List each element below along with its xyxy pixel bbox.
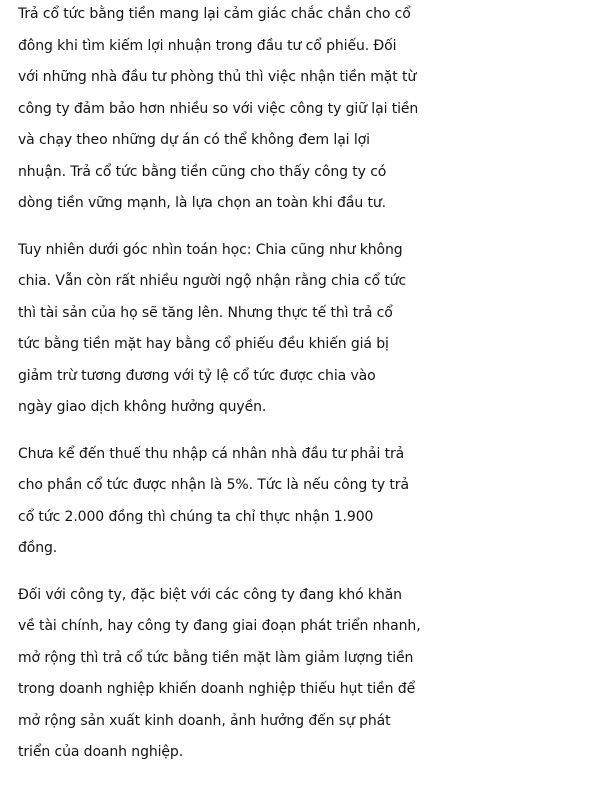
text-line: Trả cổ tức bằng tiền mang lại cảm giác chắc chắn cho cổ (18, 6, 411, 22)
text-line: nhuận. Trả cổ tức bằng tiền cũng cho thấy công ty có (18, 163, 387, 180)
text-line: công ty đảm bảo hơn nhiều so với việc công ty giữ lại tiền (18, 100, 419, 117)
text-line: về tài chính, hay công ty đang giai đoạn phát triển nhanh, (18, 618, 421, 634)
text-line: với những nhà đầu tư phòng thủ thì việc nhận tiền mặt từ (18, 69, 417, 85)
text-line: Chưa kể đến thuế thu nhập cá nhân nhà đầu tư phải trả (18, 445, 405, 462)
text-line: và chạy theo những dự án có thể không đem lại lợi (18, 132, 370, 148)
paragraph-cash-dividend-benefits (18, 0, 593, 220)
text-line: Đối với công ty, đặc biệt với các công ty đang khó khăn (18, 586, 402, 603)
text-line: mở rộng thì trả cổ tức bằng tiền mặt làm giảm lượng tiền (18, 649, 414, 666)
text-line: tức bằng tiền mặt hay bằng cổ phiếu đều khiến giá bị (18, 336, 389, 352)
paragraph-math-perspective (18, 235, 593, 424)
text-line: đông khi tìm kiếm lợi nhuận trong đầu tư cổ phiếu. Đối (18, 37, 397, 54)
text-line: cổ tức 2.000 đồng thì chúng ta chỉ thực nhận 1.900 (18, 508, 374, 525)
text-line: triển của doanh nghiệp. (18, 744, 184, 760)
text-line: ngày giao dịch không hưởng quyền. (18, 399, 267, 415)
text-line: đồng. (18, 540, 58, 556)
paragraph-company-impact (18, 580, 593, 769)
text-line: cho phần cổ tức được nhận là 5%. Tức là nếu công ty trả (18, 477, 409, 493)
text-line: Tuy nhiên dưới góc nhìn toán học: Chia cũng như không (18, 241, 403, 258)
text-line: thì tài sản của họ sẽ tăng lên. Nhưng thực tế thì trả cổ (18, 304, 393, 321)
text-line: dòng tiền vững mạnh, là lựa chọn an toàn khi đầu tư. (18, 195, 386, 211)
article-body (18, 0, 593, 800)
paragraph-income-tax (18, 439, 593, 565)
text-line: mở rộng sản xuất kinh doanh, ảnh hưởng đến sự phát (18, 712, 391, 729)
text-line: trong doanh nghiệp khiến doanh nghiệp thiếu hụt tiền để (18, 681, 416, 697)
text-line: giảm trừ tương đương với tỷ lệ cổ tức được chia vào (18, 367, 376, 384)
text-line: chia. Vẫn còn rất nhiều người ngộ nhận rằng chia cổ tức (18, 273, 407, 289)
